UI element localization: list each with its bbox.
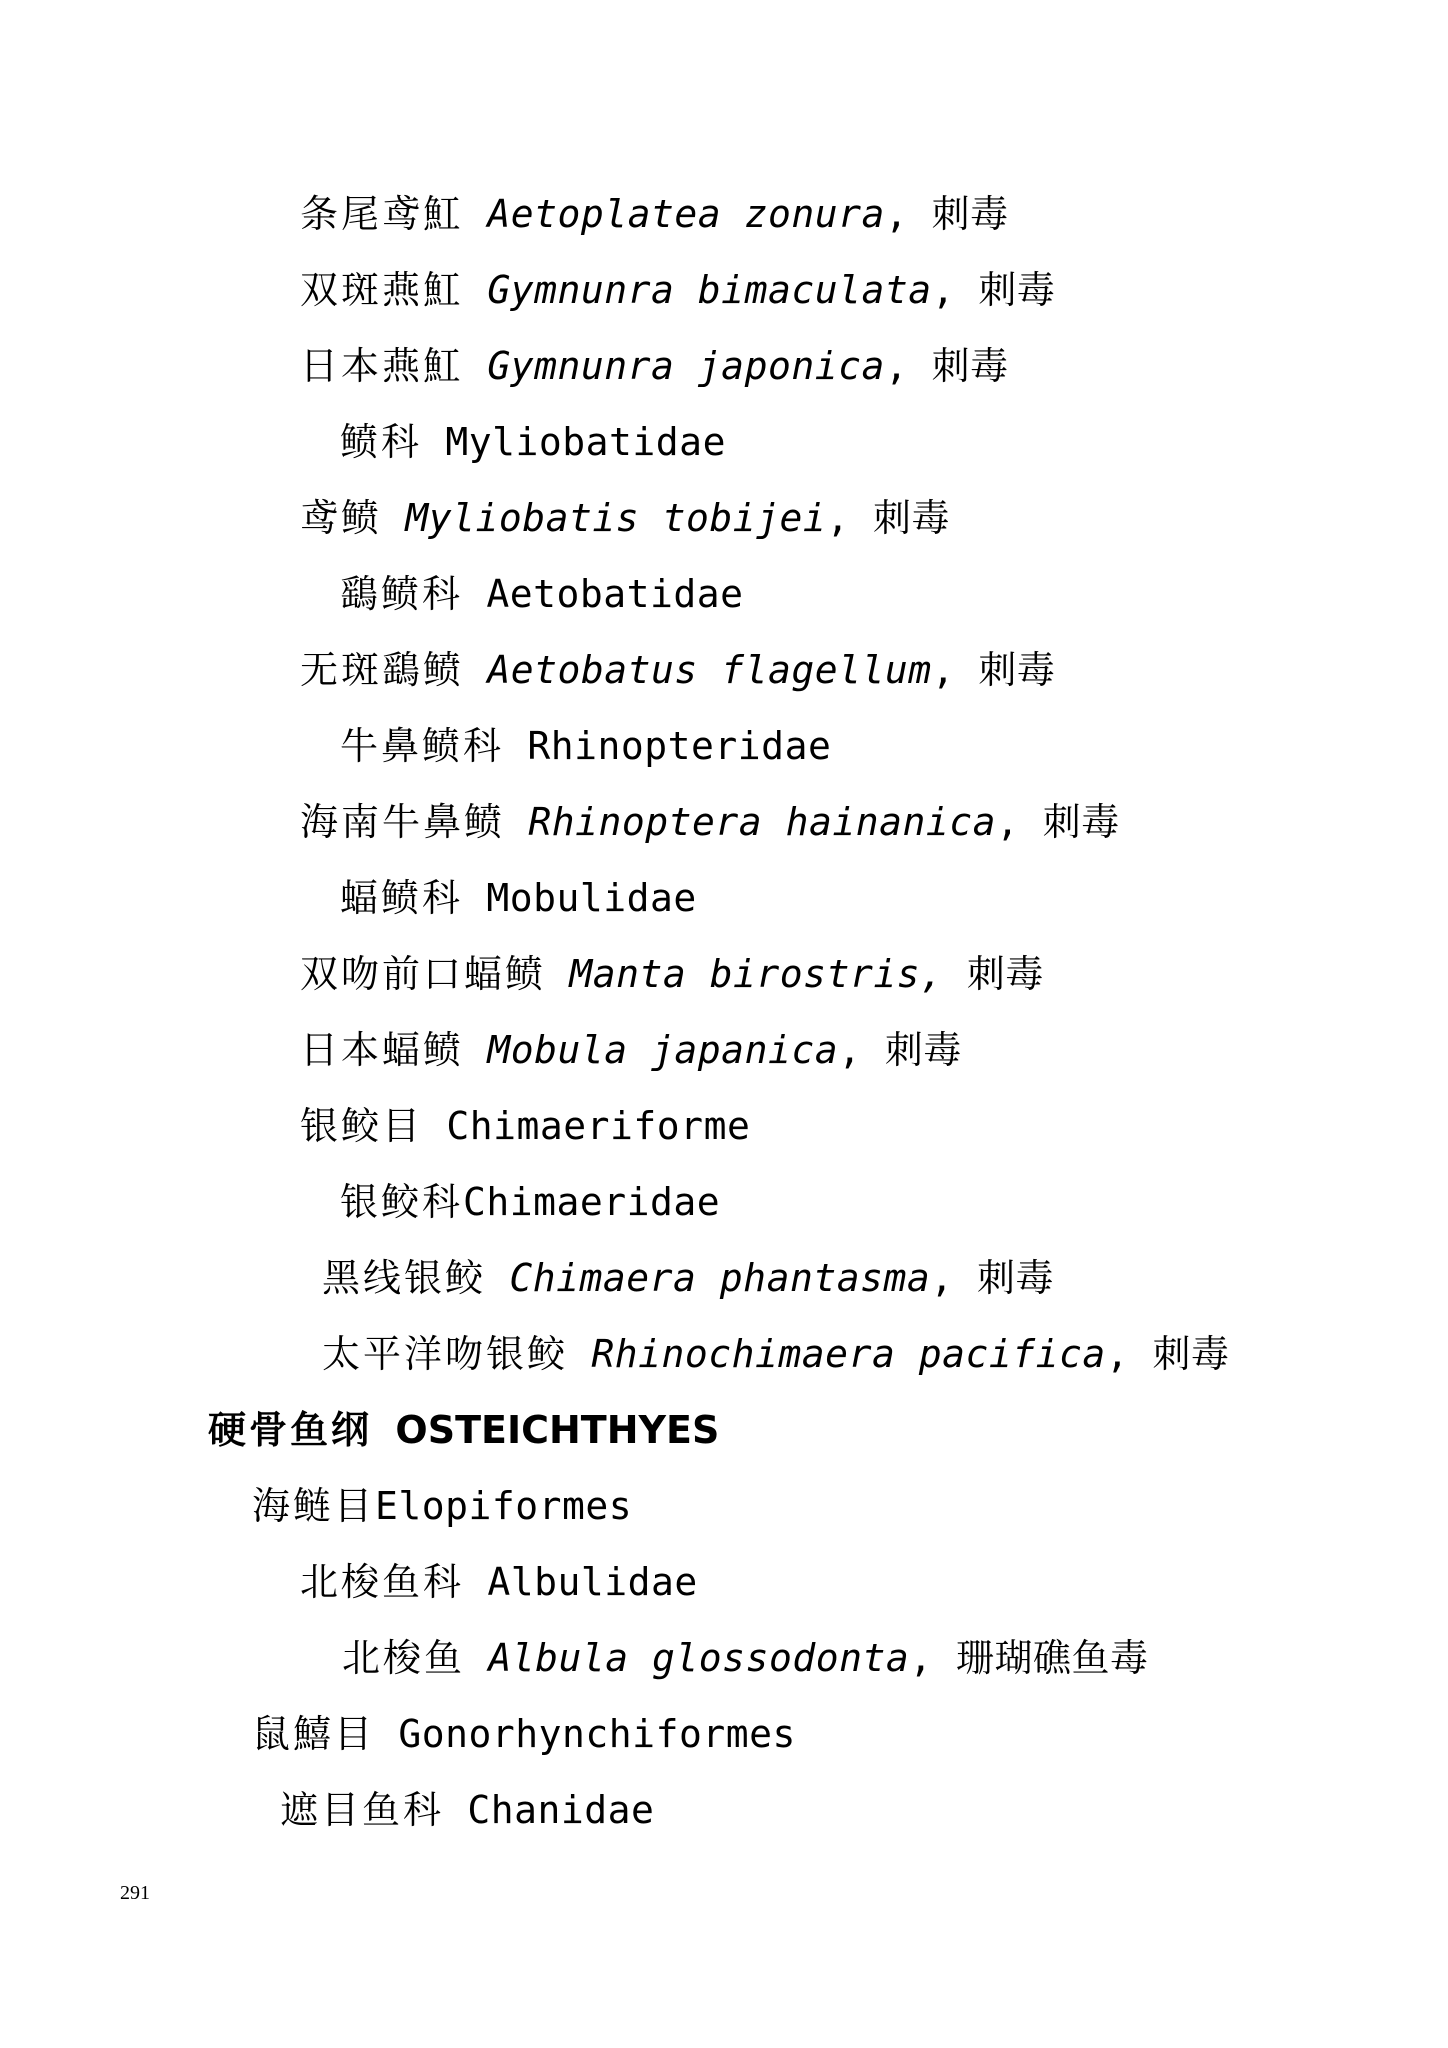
family-entry [340, 872, 697, 924]
chinese-name: 北梭鱼科 [300, 1560, 465, 1604]
family-entry [280, 1784, 654, 1836]
chinese-name: 日本蝠鲼 [300, 1028, 465, 1072]
species-entry: 鸢鲼 Myliobatis tobijei, 刺毒 [300, 496, 950, 540]
scientific-name: Chimaera phantasma [509, 1256, 931, 1300]
species-entry: 日本燕魟 Gymnunra japonica, 刺毒 [300, 344, 1009, 388]
chinese-name: 双斑燕魟 [300, 268, 465, 312]
toxicity-note: 珊瑚礁鱼毒 [955, 1636, 1149, 1680]
toxicity-note: 刺毒 [976, 1256, 1054, 1300]
latin-name: Chimaeriforme [446, 1104, 751, 1148]
chinese-name: 遮目鱼科 [280, 1788, 445, 1832]
toxicity-note: 刺毒 [966, 952, 1044, 996]
species-entry: 北梭鱼 Albula glossodonta, 珊瑚礁鱼毒 [342, 1636, 1149, 1680]
chinese-name: 鷂鲼科 [340, 572, 464, 616]
scientific-name: Albula glossodonta [488, 1636, 910, 1680]
chinese-name: 鼠鱚目 [252, 1712, 376, 1756]
order-entry [252, 1480, 632, 1532]
toxicity-note: 刺毒 [1152, 1332, 1230, 1376]
species-entry: 条尾鸢魟 Aetoplatea zonura, 刺毒 [300, 192, 1009, 236]
species-entry [300, 948, 1044, 1000]
chinese-name: 鸢鲼 [300, 496, 383, 540]
family-entry [340, 720, 831, 772]
latin-name: Rhinopteridae [527, 724, 832, 768]
chinese-name: 北梭鱼 [342, 1636, 466, 1680]
species-entry: 日本蝠鲼 Mobula japanica, 刺毒 [300, 1028, 962, 1072]
latin-name: Albulidae [487, 1560, 698, 1604]
toxicity-note: 刺毒 [978, 648, 1056, 692]
toxicity-note: 刺毒 [872, 496, 950, 540]
species-entry: 双斑燕魟 Gymnunra bimaculata, 刺毒 [300, 268, 1056, 312]
chinese-name: 日本燕魟 [300, 344, 465, 388]
latin-name: Gonorhynchiformes [398, 1712, 796, 1756]
scientific-name: Myliobatis tobijei [405, 496, 827, 540]
species-entry: 太平洋吻银鲛 Rhinochimaera pacifica, 刺毒 [322, 1332, 1230, 1376]
species-entry: 海南牛鼻鲼 Rhinoptera hainanica, 刺毒 [300, 800, 1120, 844]
chinese-name: 硬骨鱼纲 [208, 1407, 373, 1452]
chinese-name: 海南牛鼻鲼 [300, 800, 506, 844]
scientific-name: Gymnunra japonica [487, 344, 885, 388]
toxicity-note: 刺毒 [931, 344, 1009, 388]
chinese-name: 银鲛目 [300, 1104, 424, 1148]
scientific-name: Manta birostris, [569, 952, 944, 996]
chinese-name: 双吻前口蝠鲼 [300, 952, 547, 996]
chinese-name: 黑线银鲛 [322, 1256, 487, 1300]
order-entry [300, 1100, 750, 1152]
chinese-name: 鲼科 [340, 420, 423, 464]
scientific-name: Aetoplatea zonura [487, 192, 885, 236]
latin-name: Aetobatidae [486, 572, 744, 616]
chinese-name: 海鲢目 [252, 1484, 376, 1528]
scientific-name: Rhinoptera hainanica [528, 800, 996, 844]
latin-name: OSTEICHTHYES [395, 1408, 720, 1452]
class-heading [208, 1404, 719, 1456]
latin-name: Mobulidae [486, 876, 697, 920]
chinese-name: 蝠鲼科 [340, 876, 464, 920]
scientific-name: Gymnunra bimaculata [487, 268, 932, 312]
chinese-name: 太平洋吻银鲛 [322, 1332, 569, 1376]
family-entry [340, 416, 726, 468]
toxicity-note: 刺毒 [884, 1028, 962, 1072]
toxicity-note: 刺毒 [1042, 800, 1120, 844]
chinese-name: 银鲛科 [340, 1180, 464, 1224]
scientific-name: Rhinochimaera pacifica [591, 1332, 1106, 1376]
chinese-name: 牛鼻鲼科 [340, 724, 505, 768]
toxicity-note: 刺毒 [931, 192, 1009, 236]
page-number: 291 [120, 1882, 150, 1904]
scientific-name: Aetobatus flagellum [487, 648, 932, 692]
family-entry [300, 1556, 698, 1608]
family-entry [340, 568, 744, 620]
chinese-name: 条尾鸢魟 [300, 192, 465, 236]
toxicity-note: 刺毒 [978, 268, 1056, 312]
species-entry: 无斑鷂鲼 Aetobatus flagellum, 刺毒 [300, 648, 1056, 692]
latin-name: Myliobatidae [445, 420, 726, 464]
latin-name: Chanidae [467, 1788, 655, 1832]
order-entry [252, 1708, 796, 1760]
latin-name: Chimaeridae [463, 1180, 721, 1224]
scientific-name: Mobula japanica [487, 1028, 839, 1072]
latin-name: Elopiformes [375, 1484, 633, 1528]
family-entry [340, 1176, 720, 1228]
chinese-name: 无斑鷂鲼 [300, 648, 465, 692]
species-entry: 黑线银鲛 Chimaera phantasma, 刺毒 [322, 1256, 1054, 1300]
